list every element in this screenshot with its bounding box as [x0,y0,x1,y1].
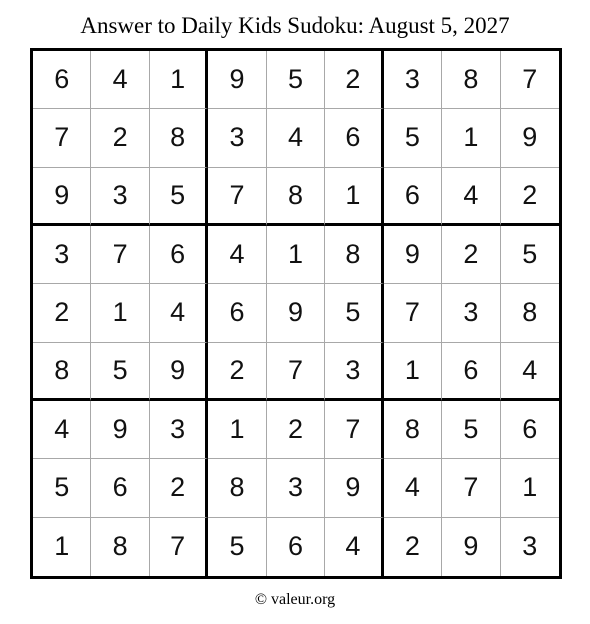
sudoku-cell-r2-c5: 4 [267,109,325,167]
sudoku-cell-r1-c2: 4 [91,51,149,109]
sudoku-cell-r4-c9: 5 [501,226,559,284]
sudoku-cell-r5-c7: 7 [384,284,442,342]
sudoku-cell-r6-c2: 5 [91,343,149,401]
sudoku-cell-r6-c7: 1 [384,343,442,401]
sudoku-cell-r4-c6: 8 [325,226,383,284]
sudoku-cell-r8-c2: 6 [91,459,149,517]
sudoku-cell-r8-c8: 7 [442,459,500,517]
sudoku-cell-r1-c8: 8 [442,51,500,109]
sudoku-cell-r5-c4: 6 [208,284,266,342]
sudoku-cell-r5-c8: 3 [442,284,500,342]
sudoku-cell-r1-c7: 3 [384,51,442,109]
sudoku-cell-r7-c3: 3 [150,401,208,459]
sudoku-cell-r7-c4: 1 [208,401,266,459]
sudoku-cell-r7-c1: 4 [33,401,91,459]
sudoku-cell-r9-c3: 7 [150,518,208,576]
sudoku-cell-r1-c9: 7 [501,51,559,109]
sudoku-cell-r6-c3: 9 [150,343,208,401]
sudoku-cell-r2-c3: 8 [150,109,208,167]
sudoku-cell-r2-c1: 7 [33,109,91,167]
sudoku-cell-r1-c1: 6 [33,51,91,109]
sudoku-cell-r9-c7: 2 [384,518,442,576]
sudoku-cell-r5-c1: 2 [33,284,91,342]
sudoku-cell-r5-c9: 8 [501,284,559,342]
sudoku-cell-r9-c5: 6 [267,518,325,576]
sudoku-cell-r3-c4: 7 [208,168,266,226]
sudoku-cell-r4-c4: 4 [208,226,266,284]
sudoku-cell-r5-c5: 9 [267,284,325,342]
sudoku-cell-r2-c4: 3 [208,109,266,167]
sudoku-cell-r4-c3: 6 [150,226,208,284]
sudoku-cell-r8-c4: 8 [208,459,266,517]
sudoku-cell-r4-c1: 3 [33,226,91,284]
puzzle-title: Answer to Daily Kids Sudoku: August 5, 2027 [80,13,510,38]
sudoku-cell-r1-c6: 2 [325,51,383,109]
sudoku-cell-r3-c8: 4 [442,168,500,226]
sudoku-cell-r2-c8: 1 [442,109,500,167]
sudoku-cell-r4-c8: 2 [442,226,500,284]
sudoku-cell-r8-c3: 2 [150,459,208,517]
sudoku-cell-r6-c5: 7 [267,343,325,401]
sudoku-cell-r9-c4: 5 [208,518,266,576]
sudoku-cell-r5-c6: 5 [325,284,383,342]
site-credit: © valeur.org [254,591,336,608]
sudoku-cell-r3-c3: 5 [150,168,208,226]
sudoku-cell-r3-c2: 3 [91,168,149,226]
sudoku-cell-r1-c5: 5 [267,51,325,109]
sudoku-cell-r3-c1: 9 [33,168,91,226]
sudoku-cell-r7-c2: 9 [91,401,149,459]
sudoku-cell-r8-c1: 5 [33,459,91,517]
sudoku-cell-r6-c1: 8 [33,343,91,401]
sudoku-grid [33,51,559,576]
sudoku-cell-r7-c5: 2 [267,401,325,459]
sudoku-cell-r9-c1: 1 [33,518,91,576]
sudoku-cell-r9-c8: 9 [442,518,500,576]
sudoku-cell-r5-c2: 1 [91,284,149,342]
sudoku-cell-r8-c9: 1 [501,459,559,517]
sudoku-cell-r9-c2: 8 [91,518,149,576]
sudoku-cell-r3-c6: 1 [325,168,383,226]
sudoku-cell-r2-c2: 2 [91,109,149,167]
sudoku-cell-r6-c8: 6 [442,343,500,401]
sudoku-cell-r2-c9: 9 [501,109,559,167]
sudoku-cell-r2-c7: 5 [384,109,442,167]
sudoku-cell-r8-c7: 4 [384,459,442,517]
sudoku-cell-r7-c8: 5 [442,401,500,459]
sudoku-cell-r9-c6: 4 [325,518,383,576]
sudoku-cell-r7-c7: 8 [384,401,442,459]
sudoku-cell-r6-c9: 4 [501,343,559,401]
sudoku-cell-r2-c6: 6 [325,109,383,167]
sudoku-cell-r6-c6: 3 [325,343,383,401]
sudoku-cell-r3-c9: 2 [501,168,559,226]
sudoku-cell-r3-c7: 6 [384,168,442,226]
sudoku-cell-r4-c5: 1 [267,226,325,284]
sudoku-cell-r9-c9: 3 [522,531,538,562]
sudoku-cell-r7-c9: 6 [501,401,559,459]
sudoku-cell-r1-c3: 1 [150,51,208,109]
sudoku-board [30,48,562,579]
sudoku-cell-r1-c4: 9 [208,51,266,109]
sudoku-cell-r8-c5: 3 [267,459,325,517]
sudoku-cell-r3-c5: 8 [267,168,325,226]
sudoku-cell-r8-c6: 9 [325,459,383,517]
sudoku-cell-r4-c2: 7 [91,226,149,284]
sudoku-cell-r6-c4: 2 [208,343,266,401]
sudoku-cell-r7-c6: 7 [325,401,383,459]
sudoku-cell-r4-c7: 9 [384,226,442,284]
sudoku-cell-r5-c3: 4 [150,284,208,342]
